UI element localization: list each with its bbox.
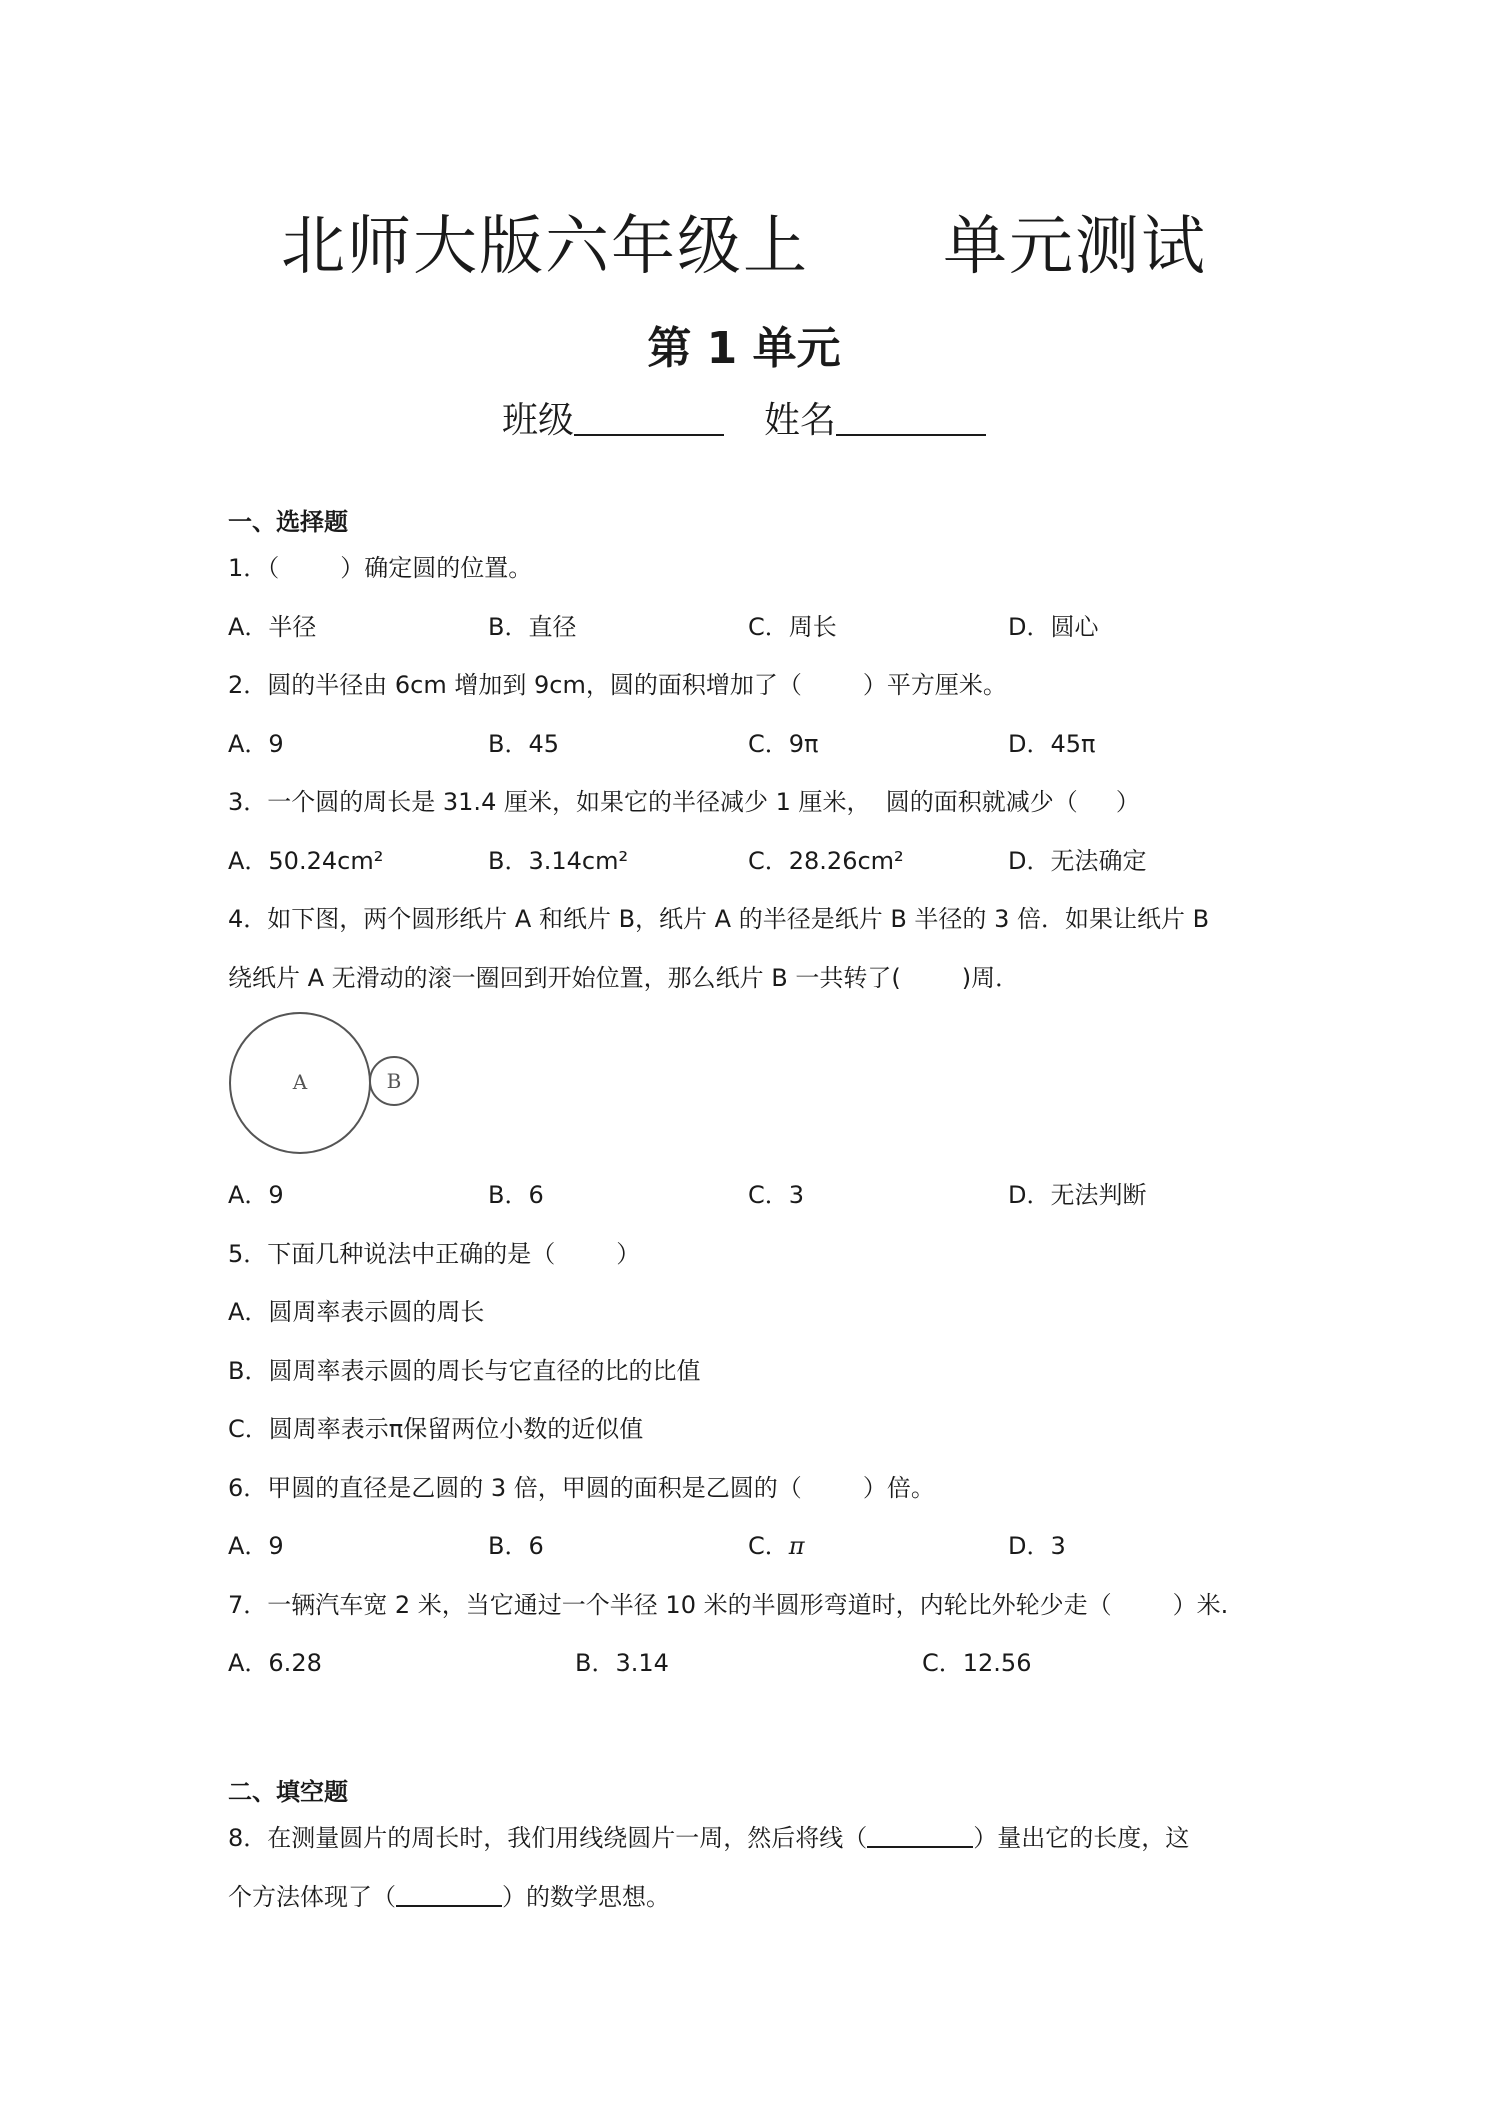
question-3: 3．一个圆的周长是 31.4 厘米，如果它的半径减少 1 厘米， 圆的面积就减少（ ）: [228, 788, 1140, 816]
q8-blank-1[interactable]: [867, 1824, 973, 1848]
question-8-line-2: [228, 1877, 670, 1912]
q8-text-1b: ）量出它的长度，这: [973, 1824, 1190, 1852]
question-4-line-2: 绕纸片 A 无滑动的滚一圈回到开始位置，那么纸片 B 一共转了( )周．: [228, 964, 1020, 992]
q3-option-a: A．50.24cm²: [228, 847, 384, 875]
class-blank[interactable]: [574, 398, 724, 436]
q4-option-c: C．3: [748, 1181, 805, 1209]
student-info: [0, 392, 1488, 443]
question-2: 2．圆的半径由 6cm 增加到 9cm，圆的面积增加了（ ）平方厘米。: [228, 671, 1007, 699]
q8-text-1a: 8．在测量圆片的周长时，我们用线绕圆片一周，然后将线（: [228, 1824, 868, 1852]
q1-option-c: C．周长: [748, 613, 837, 641]
question-1: 1．（ ）确定圆的位置。: [228, 554, 533, 582]
q1-option-d: D．圆心: [1008, 613, 1099, 641]
q6-option-c: [748, 1526, 805, 1561]
question-5: 5．下面几种说法中正确的是（ ）: [228, 1240, 641, 1268]
q7-option-c: C．12.56: [922, 1649, 1032, 1677]
name-label: 姓名: [764, 400, 837, 441]
q8-text-2a: 个方法体现了（: [228, 1883, 396, 1911]
q3-option-d: D．无法确定: [1008, 847, 1147, 875]
q8-blank-2[interactable]: [396, 1883, 502, 1907]
class-label: 班级: [501, 400, 574, 441]
q2-option-d: D．45π: [1008, 730, 1096, 758]
circle-b-label: B: [386, 1069, 402, 1093]
q5-option-b: B．圆周率表示圆的周长与它直径的比的比值: [228, 1357, 701, 1385]
q1-option-a: A．半径: [228, 613, 317, 641]
q2-option-b: B．45: [488, 730, 560, 758]
circles-figure: [228, 1010, 428, 1160]
q4-option-a: A．9: [228, 1181, 284, 1209]
q2-option-c: C．9π: [748, 730, 819, 758]
q4-option-d: D．无法判断: [1008, 1181, 1147, 1209]
section-choice-heading: 一、选择题: [228, 508, 348, 536]
q5-option-a: A．圆周率表示圆的周长: [228, 1298, 485, 1326]
q2-option-a: A．9: [228, 730, 284, 758]
q6-option-b: B．6: [488, 1532, 544, 1560]
q5-option-c: C．圆周率表示π保留两位小数的近似值: [228, 1415, 644, 1443]
question-8-line-1: [228, 1818, 1189, 1853]
question-6: 6．甲圆的直径是乙圆的 3 倍，甲圆的面积是乙圆的（ ）倍。: [228, 1474, 935, 1502]
question-4-line-1: 4．如下图，两个圆形纸片 A 和纸片 B，纸片 A 的半径是纸片 B 半径的 3 倍．如果让纸片 B: [228, 905, 1210, 933]
unit-subtitle: 第 1 单元: [647, 323, 841, 374]
q6-option-a: A．9: [228, 1532, 284, 1560]
q6-option-d: D．3: [1008, 1532, 1066, 1560]
circle-a-label: A: [292, 1070, 308, 1094]
q6-option-c-label: C．: [748, 1532, 789, 1560]
q3-option-b: B．3.14cm²: [488, 847, 629, 875]
q6-option-c-value: π: [788, 1532, 805, 1560]
q1-option-b: B．直径: [488, 613, 577, 641]
page-title: 北师大版六年级上 单元测试: [280, 210, 1208, 284]
q7-option-b: B．3.14: [575, 1649, 669, 1677]
name-blank[interactable]: [836, 398, 986, 436]
q4-option-b: B．6: [488, 1181, 544, 1209]
section-fill-heading: 二、填空题: [228, 1778, 348, 1806]
q3-option-c: C．28.26cm²: [748, 847, 904, 875]
question-7: 7．一辆汽车宽 2 米，当它通过一个半径 10 米的半圆形弯道时，内轮比外轮少走（ ）米.: [228, 1591, 1229, 1619]
q7-option-a: A．6.28: [228, 1649, 322, 1677]
q8-text-2b: ）的数学思想。: [502, 1883, 670, 1911]
